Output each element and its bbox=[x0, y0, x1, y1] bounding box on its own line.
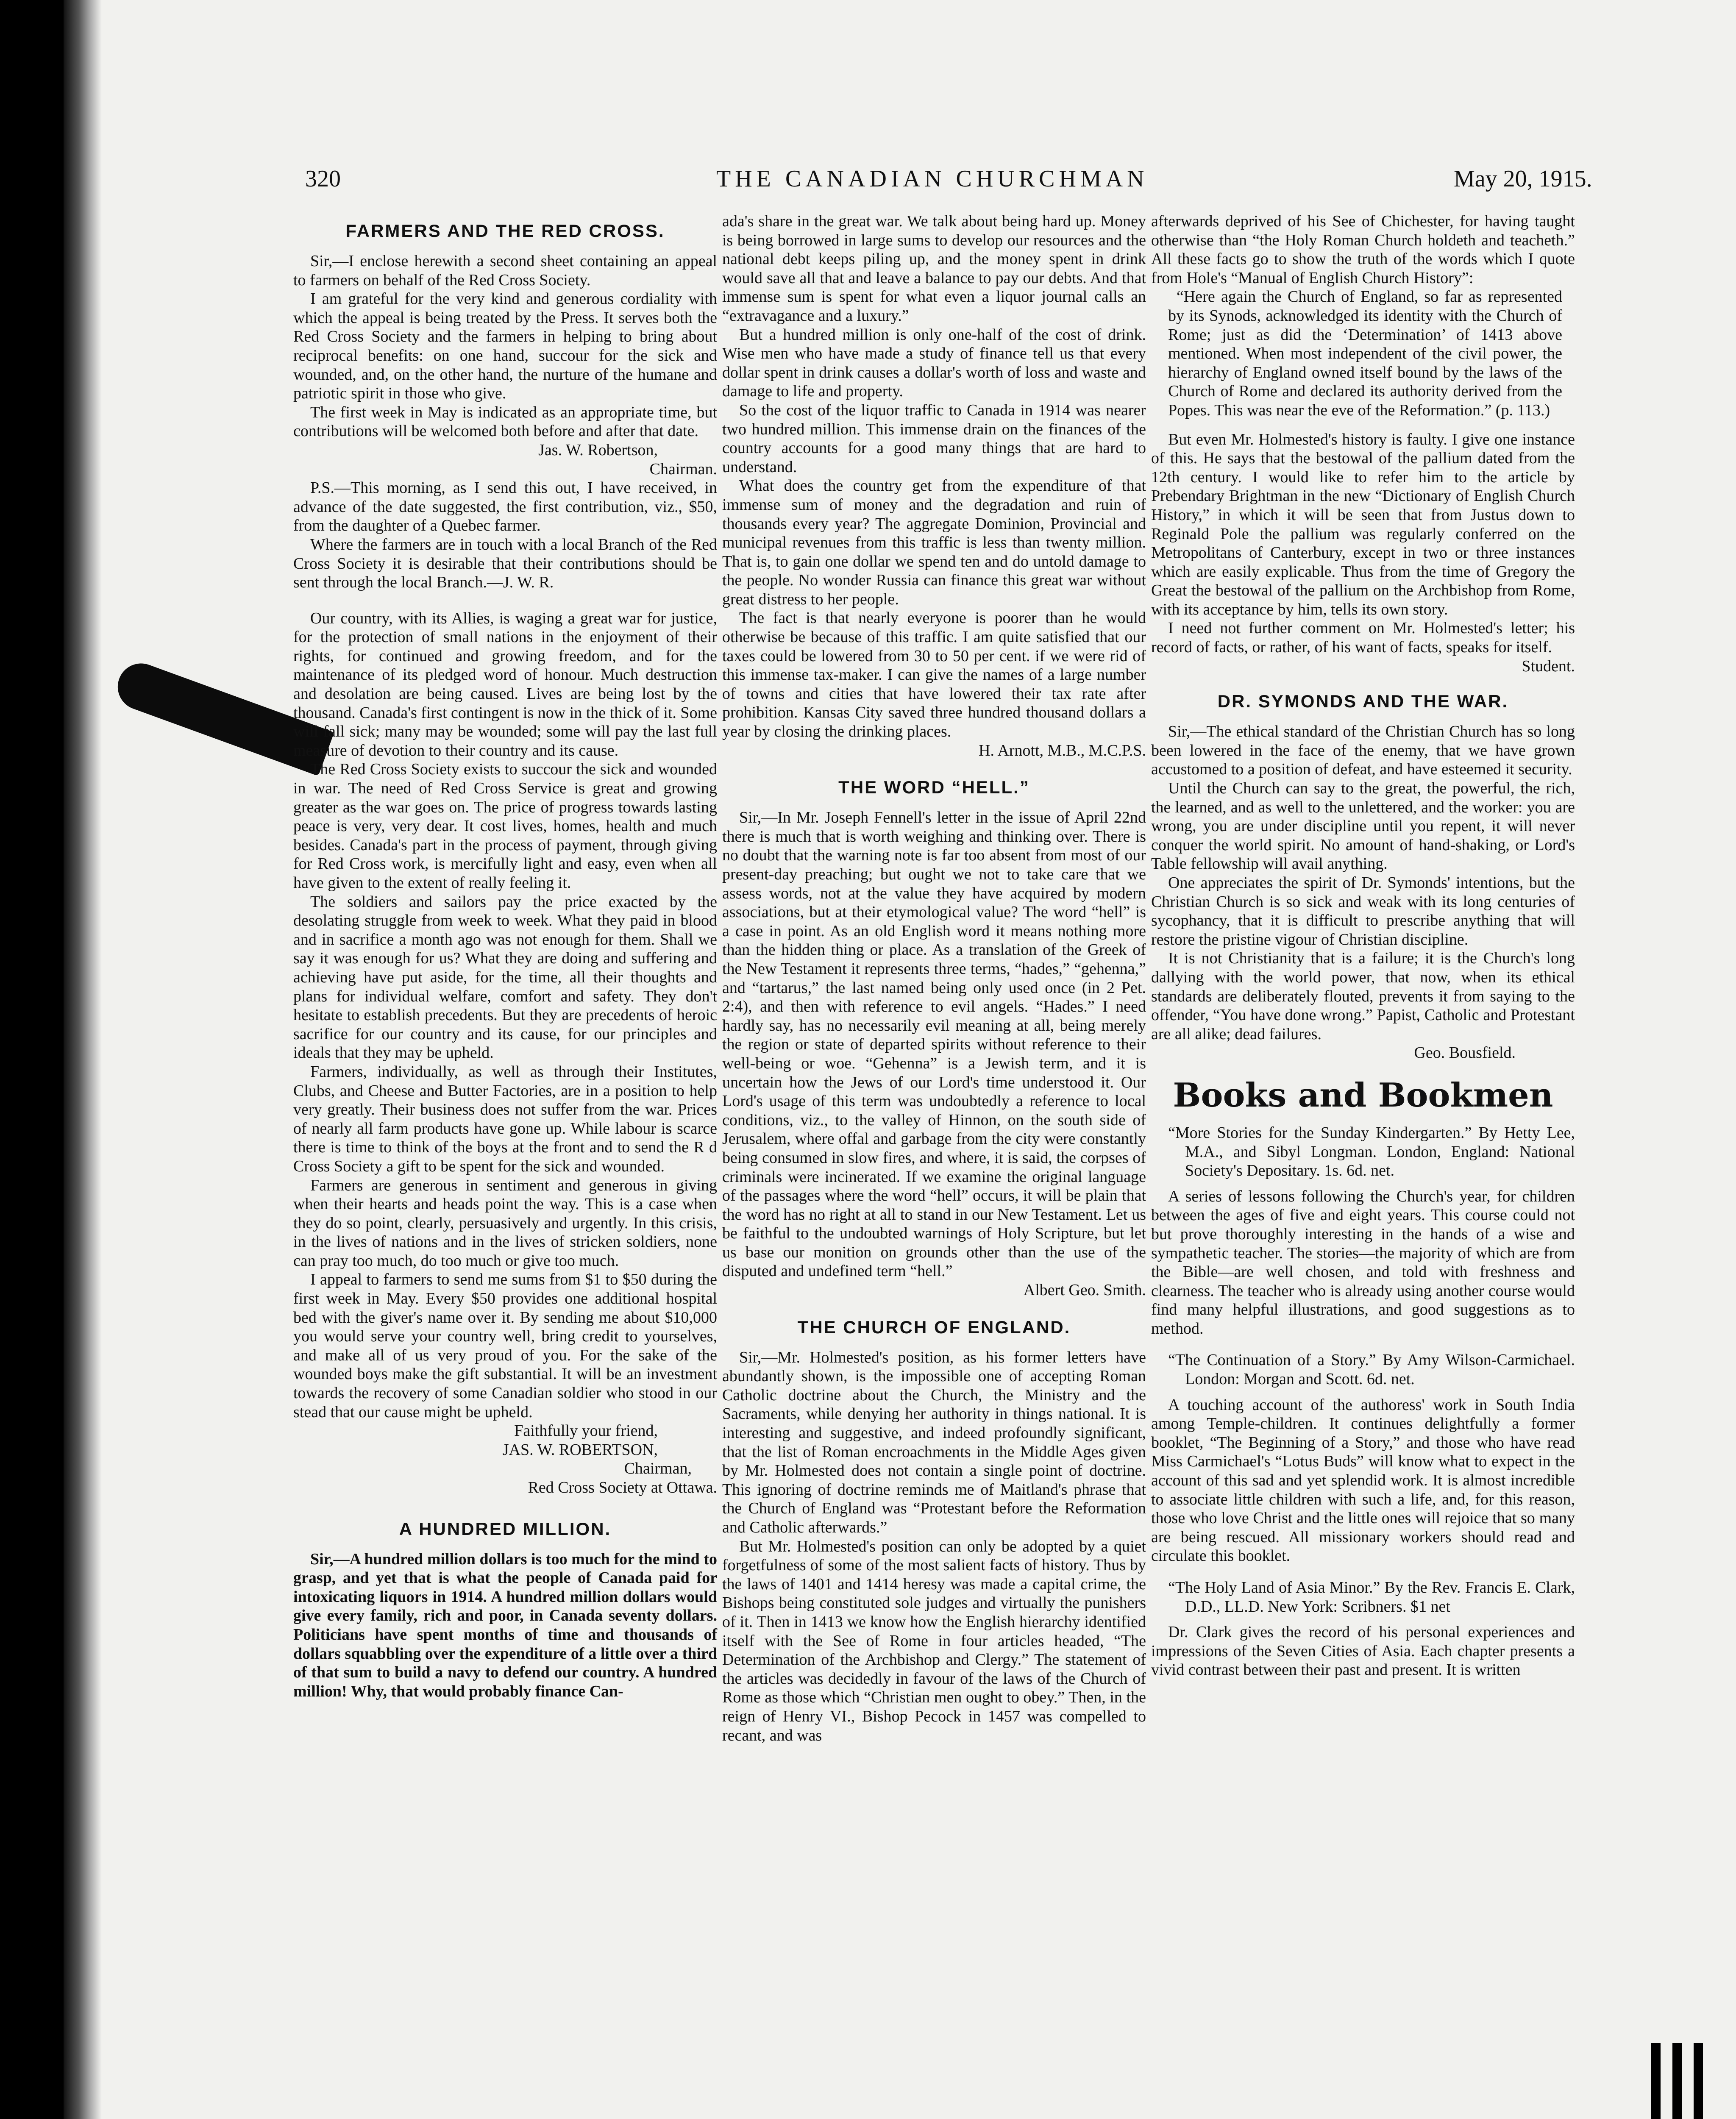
closing-name: JAS. W. ROBERTSON, bbox=[502, 1440, 658, 1459]
paragraph: I need not further comment on Mr. Holmested's letter; his record of facts, or rather, of his want of facts, speaks for itself. bbox=[1151, 619, 1575, 656]
paragraph: Our country, with its Allies, is waging a great war for justice, for the protection of small nations in the enjoyment of their rights, for continued and growing freedom, and for the maintenance of its pledged word of honour. Much destruction and desolation are being caused. Lives are being lost by the thousand. Canada's first contingent is now in the thick of it. Some will fall sick; many may be wounded; some will pay the last full measure of devotion to their country and its cause. bbox=[293, 609, 717, 759]
closing-title: Chairman, bbox=[624, 1460, 692, 1478]
column-3 bbox=[1151, 212, 1575, 1680]
paragraph: Sir,—The ethical standard of the Christian Church has so long been lowered in the face of the enemy, that we have grown accustomed to a position of defeat, and have esteemed it security. bbox=[1151, 723, 1575, 779]
review-paragraph: Dr. Clark gives the record of his personal experiences and impressions of the Seven Cities of Asia. Each chapter presents a vivid contrast between their past and present. It is written bbox=[1151, 1623, 1575, 1679]
paragraph: ada's share in the great war. We talk about being hard up. Money is being borrowed in large sums to develop our resources and the national debt keeps piling up, and the money spent in drink would save all that and leave a balance to pay our debts. And that immense sum is spent for what even a liquor journal calls an “extravagance and a luxury.” bbox=[722, 212, 1146, 325]
page-header bbox=[64, 165, 1736, 199]
issue-date: May 20, 1915. bbox=[1454, 166, 1592, 192]
paragraph: P.S.—This morning, as I send this out, I have received, in advance of the date suggested, the first contribution, viz., $50, from the daughter of a Quebec farmer. bbox=[293, 479, 717, 535]
paragraph: Farmers are generous in sentiment and generous in giving when their hearts and heads point the way. This is a case when they do so point, clearly, persuasively and urgently. In this crisis, in the lives of nations and in the lives of stricken soldiers, none can pray too much, do too much or give too much. bbox=[293, 1176, 717, 1270]
book-citation: “The Holy Land of Asia Minor.” By the Rev. Francis E. Clark, D.D., LL.D. New York: Scribners. $1 net bbox=[1168, 1579, 1575, 1616]
article-title: DR. SYMONDS AND THE WAR. bbox=[1217, 691, 1509, 712]
page-number: 320 bbox=[305, 166, 341, 192]
paper-title: THE CANADIAN CHURCHMAN bbox=[716, 166, 1149, 192]
paragraph: afterwards deprived of his See of Chichester, for having taught otherwise than “the Holy Roman Church holdeth and teacheth.” All these facts go to show the truth of the words which I quote from Hole's “Manual of English Church History”: bbox=[1151, 212, 1575, 287]
closing-org: Red Cross Society at Ottawa. bbox=[528, 1479, 717, 1496]
column-2 bbox=[722, 212, 1146, 1745]
signature-title: Chairman. bbox=[649, 460, 717, 478]
paragraph: The first week in May is indicated as an appropriate time, but contributions will be welcomed both before and after that date. bbox=[293, 403, 717, 440]
book-citation: “More Stories for the Sunday Kindergarten.” By Hetty Lee, M.A., and Sibyl Longman. London, England: National Society's Depositary. 1s. 6d. net. bbox=[1168, 1123, 1575, 1180]
paragraph: What does the country get from the expenditure of that immense sum of money and the degradation and ruin of thousands every year? The aggregate Dominion, Provincial and municipal revenues from this traffic is less than twenty million. That is, to gain one dollar we spend ten and do untold damage to the people. No wonder Russia can finance this great war without great distress to her people. bbox=[722, 477, 1146, 608]
signature: Geo. Bousfield. bbox=[1414, 1044, 1516, 1062]
article-title: THE WORD “HELL.” bbox=[838, 777, 1030, 798]
signature: Student. bbox=[1522, 657, 1575, 675]
paragraph: Until the Church can say to the great, the powerful, the rich, the learned, and as well to the unlettered, and the worker: you are wrong, you are under discipline until you repent, it will never conquer the world spirit. No amount of hand-shaking, or Lord's Table fellowship will avail anything. bbox=[1151, 779, 1575, 873]
book-citation: “The Continuation of a Story.” By Amy Wilson-Carmichael. London: Morgan and Scott. 6d. net. bbox=[1168, 1351, 1575, 1388]
paragraph: I am grateful for the very kind and generous cordiality with which the appeal is being treated by the Press. It serves both the Red Cross Society and the farmers in helping to bring about reciprocal benefits: on one hand, succour for the sick and wounded, and, on the other hand, the nurture of the humane and patriotic spirit in those who give. bbox=[293, 290, 717, 403]
paragraph: Sir,—In Mr. Joseph Fennell's letter in the issue of April 22nd there is much that is worth weighing and thinking over. There is no doubt that the warning note is far too absent from most of our present-day preaching; but ought we not to take care that we assess words, not at the value they have acquired by modern associations, but at their etymological value? The word “hell” is a case in point. As an old English word it means nothing more than the hidden thing or place. As a translation of the Greek of the New Testament it represents three terms, “hades,” “gehenna,” and “tartarus,” the last named being only used once (in 2 Pet. 2:4), and then with reference to evil angels. “Hades.” I need hardly say, has no necessarily evil meaning at all, being merely the region or state of departed spirits without reference to their well-being or woe. “Gehenna” is a Jewish term, and it is uncertain how the Jews of our Lord's time understood it. Our Lord's usage of this term was undoubtedly a reference to local conditions, viz., to the valley of Hinnon, on the south side of Jerusalem, where offal and garbage from the city were constantly being consumed in slow fires, and where, it is said, the corpses of criminals were incinerated. If we examine the original language of the passages where the word “hell” occurs, it will be plain that the word has no right at all to stand in our New Testament. Let us be faithful to the undoubted warnings of Holy Scripture, but let us base our monition on grounds other than the use of the disputed and undefined term “hell.” bbox=[722, 809, 1146, 1280]
page-binding-shadow bbox=[64, 0, 102, 2119]
article-title: A HUNDRED MILLION. bbox=[399, 1518, 612, 1539]
review-paragraph: A series of lessons following the Church's year, for children between the ages of five and eight years. This course could not but prove thoroughly interesting in the hands of a wise and sympathetic teacher. The stories—the majority of which are from the Bible—are well chosen, and told with freshness and clearness. The teacher who is already using another course would find many helpful illustrations, and good suggestions as to method. bbox=[1151, 1187, 1575, 1338]
paragraph: Sir,—Mr. Holmested's position, as his former letters have abundantly shown, is the impossible one of accepting Roman Catholic doctrine about the Church, the Ministry and the Sacraments, while denying her authority in things national. It is interesting and suggestive, and indeed profoundly significant, that the list of Roman encroachments in the Middle Ages given by Mr. Holmested does not contain a single point of doctrine. This ignoring of doctrine reminds me of Maitland's phrase that the Church of England was “Protestant before the Reformation and Catholic afterwards.” bbox=[722, 1348, 1146, 1536]
signature: Jas. W. Robertson, bbox=[538, 441, 658, 459]
paragraph: I appeal to farmers to send me sums from $1 to $50 during the first week in May. Every $50 provides one additional hospital bed with the giver's name over it. By sending me about $10,000 you would serve your country well, bring credit to yourselves, and make all of us very proud of you. For the sake of the wounded boys make the gift substantial. It will be an investment towards the recovery of some Canadian soldier who stood in our stead that our cause might be upheld. bbox=[293, 1271, 717, 1421]
edge-marks bbox=[1651, 2043, 1711, 2119]
article-title: THE CHURCH OF ENGLAND. bbox=[797, 1317, 1071, 1337]
paragraph: Sir,—A hundred million dollars is too much for the mind to grasp, and yet that is what the people of Canada paid for intoxicating liquors in 1914. A hundred million dollars would give every family, rich and poor, in Canada seventy dollars. Politicians have spent months of time and thousands of dollars squabbling over the expenditure of a little over a third of that sum to build a navy to defend our country. A hundred million! Why, that would probably finance Can- bbox=[293, 1550, 717, 1700]
quotation: “Here again the Church of England, so far as represented by its Synods, acknowledged its identity with the Church of Rome; just as did the ‘Determination’ of 1413 above mentioned. When most independent of the civil power, the hierarchy of England owned itself bound by the laws of the Church of Rome and declared its authority derived from the Popes. This was near the eve of the Reformation.” (p. 113.) bbox=[1168, 288, 1562, 419]
paragraph: The fact is that nearly everyone is poorer than he would otherwise be because of this traffic. I am quite satisfied that our taxes could be lowered from 30 to 50 per cent. if we were rid of this immense tax-maker. I can give the names of a large number of towns and cities that have lowered their tax rate after prohibition. Kansas City saved three hundred thousand dollars a year by closing the drinking places. bbox=[722, 609, 1146, 741]
paragraph: Sir,—I enclose herewith a second sheet containing an appeal to farmers on behalf of the Red Cross Society. bbox=[293, 252, 717, 289]
column-1 bbox=[293, 212, 717, 1701]
paragraph: So the cost of the liquor traffic to Canada in 1914 was nearer two hundred million. This immense drain on the finances of the country accounts for a good many things that are hard to understand. bbox=[722, 401, 1146, 476]
paragraph: But a hundred million is only one-half of the cost of drink. Wise men who have made a study of finance tell us that every dollar spent in drink causes a dollar's worth of loss and waste and damage to life and property. bbox=[722, 325, 1146, 400]
signature: H. Arnott, M.B., M.C.P.S. bbox=[979, 741, 1146, 759]
paragraph: But even Mr. Holmested's history is faulty. I give one instance of this. He says that the bestowal of the pallium dated from the 12th century. I would like to refer him to the article by Prebendary Brightman in the new “Dictionary of English Church History,” in which it will be seen that from Justus down to Reginald Pole the pallium was regularly conferred on the Metropolitans of Canterbury, except in two or three instances which are easily explicable. Thus from the time of Gregory the Great the bestowal of the pallium on the Archbishop from Rome, with its acceptance by him, tells its own story. bbox=[1151, 430, 1575, 618]
paragraph: It is not Christianity that is a failure; it is the Church's long dallying with the world power, that now, when its ethical standards are deliberately flouted, prevents it from saying to the offender, “You have done wrong.” Papist, Catholic and Protestant are all alike; dead failures. bbox=[1151, 949, 1575, 1043]
closing: Faithfully your friend, bbox=[514, 1422, 658, 1440]
paragraph: Where the farmers are in touch with a local Branch of the Red Cross Society it is desirable that their contributions should be sent through the local Branch.—J. W. R. bbox=[293, 535, 717, 592]
article-title: FARMERS AND THE RED CROSS. bbox=[345, 221, 665, 241]
paragraph: Farmers, individually, as well as through their Institutes, Clubs, and Cheese and Butter Factories, are in a position to help very greatly. Their business does not suffer from the war. Prices of nearly all farm products have gone up. While labour is scarce there is time to think of the boys at the front and to send the R d Cross Society a gift to be spent for the sick and wounded. bbox=[293, 1062, 717, 1175]
review-paragraph: A touching account of the authoress' work in South India among Temple-children. It continues delightfully a former booklet, “The Beginning of a Story,” and those who have read Miss Carmichael's “Lotus Buds” will know what to expect in the account of this sad and yet splendid work. It is almost incredible to associate little children with such a life, and, for this reason, those who love Christ and the little ones will rejoice that so many are being rescued. All missionary workers should read and circulate this booklet. bbox=[1151, 1396, 1575, 1565]
paragraph: The soldiers and sailors pay the price exacted by the desolating struggle from week to week. What they paid in blood and in sacrifice a month ago was not enough for them. Shall we say it was enough for us? What they are doing and suffering and achieving have put aside, for the time, all their thoughts and plans for individual welfare, comfort and safety. They don't hesitate to establish precedents. But they are precedents of heroic sacrifice for our country and its cause, for our principles and ideals that they may be upheld. bbox=[293, 893, 717, 1062]
paragraph: The Red Cross Society exists to succour the sick and wounded in war. The need of Red Cross Service is great and growing greater as the war goes on. The price of progress towards lasting peace is very, very dear. It cost lives, homes, health and much besides. Canada's part in the process of payment, through giving for Red Cross work, is mercifully light and easy, even when all have given to the extent of really feeling it. bbox=[293, 760, 717, 892]
section-title-books: Books and Bookmen bbox=[1173, 1076, 1553, 1115]
paragraph: One appreciates the spirit of Dr. Symonds' intentions, but the Christian Church is so sick and weak with its long centuries of sycophancy, that it is difficult to prescribe anything that will restore the pristine vigour of Christian discipline. bbox=[1151, 874, 1575, 948]
newspaper-page bbox=[64, 0, 1736, 2119]
signature: Albert Geo. Smith. bbox=[1023, 1281, 1146, 1299]
paragraph: But Mr. Holmested's position can only be adopted by a quiet forgetfulness of some of the most salient facts of history. Thus by the laws of 1401 and 1414 heresy was made a capital crime, the Bishops being constituted sole judges and virtually the punishers of it. Then in 1413 we know how the English hierarchy identified itself with the See of Rome in four articles headed, “The Determination of the Archbishop and Clergy.” The statement of the articles was decidedly in favour of the laws of the Church of Rome as those which “Christian men ought to obey.” Then, in the reign of Henry VI., Bishop Pecock in 1457 was compelled to recant, and was bbox=[722, 1537, 1146, 1744]
